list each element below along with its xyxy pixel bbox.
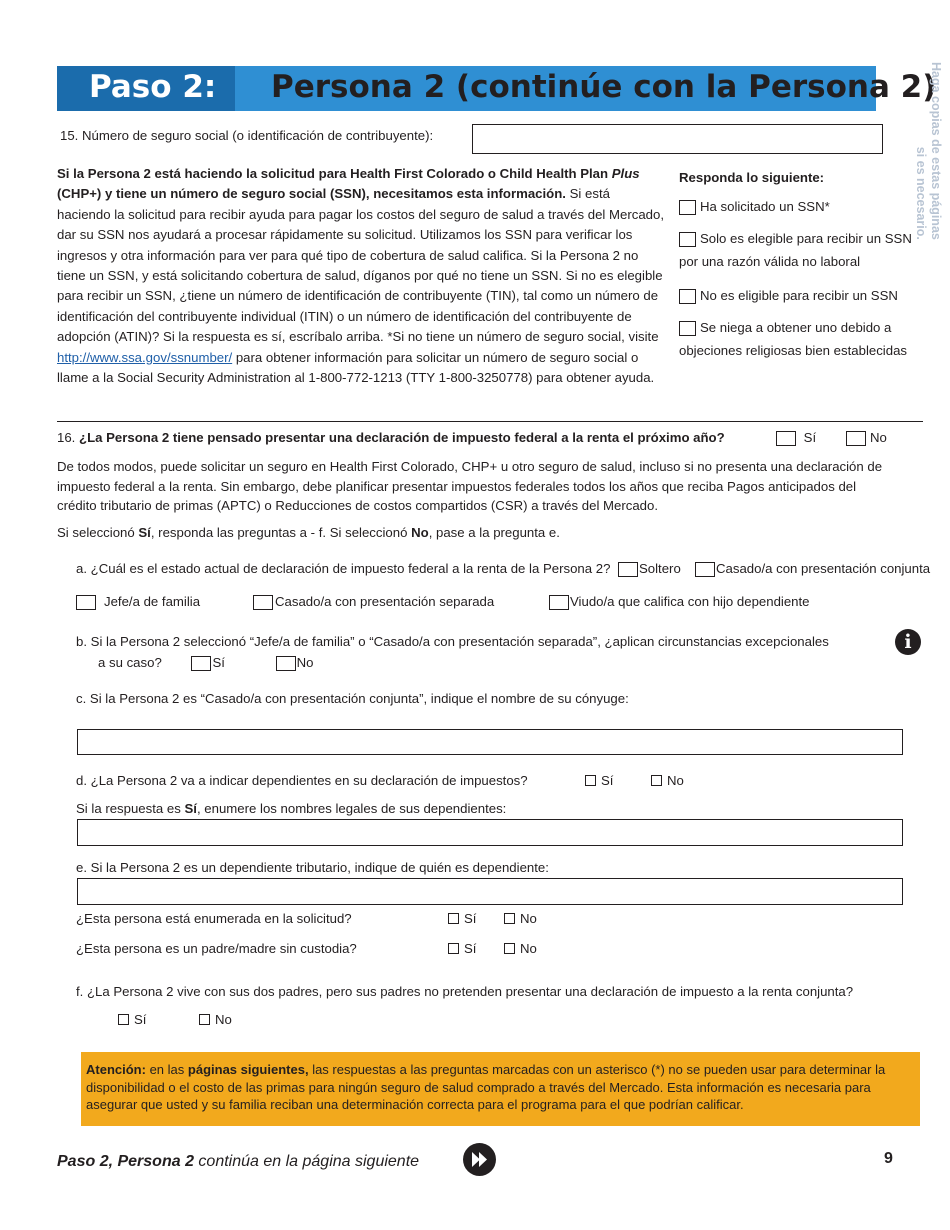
checkbox[interactable] [448,943,459,954]
option-label: Ha solicitado un SSN* [700,199,830,214]
page-title: Persona 2 (continúe con la Persona 2) [271,69,937,105]
q16f-question: f. ¿La Persona 2 vive con sus dos padres, pero sus padres no pretenden presentar una declaración de impuesto a la renta conjunta? [76,984,854,999]
checkbox[interactable] [695,562,715,577]
fast-forward-icon [463,1143,496,1176]
checkbox[interactable] [549,595,569,610]
yes-label: Sí [464,941,477,956]
q16-no[interactable] [846,430,887,446]
q16-question [57,430,725,445]
instr-text: , pase a la pregunta e. [428,525,560,540]
q16d-list-label [76,801,506,816]
page-number: 9 [884,1150,893,1167]
step-label: Paso 2: [89,69,217,105]
option-not-eligible[interactable] [679,284,929,307]
q16d-yes[interactable] [585,773,613,788]
q16f-yes[interactable] [118,1012,146,1027]
ssn-input[interactable] [472,124,883,154]
footer-continue [57,1153,419,1171]
list-si: Sí [184,801,197,816]
q16d-question: d. ¿La Persona 2 va a indicar dependientes en su declaración de impuestos? [76,773,528,788]
spouse-name-input[interactable] [77,729,903,755]
checkbox[interactable] [504,913,515,924]
ssa-link[interactable]: http://www.ssa.gov/ssnumber/ [57,349,233,365]
option-applied-ssn[interactable] [679,195,929,218]
checkbox[interactable] [679,289,696,304]
q16b-yes[interactable] [191,655,224,670]
q16d-no[interactable] [651,773,684,788]
filing-joint[interactable] [695,561,930,577]
filing-separate[interactable] [253,594,494,610]
q15-number: 15. [60,128,79,143]
option-non-work-reason[interactable] [679,227,929,273]
q16-question-text: ¿La Persona 2 tiene pensado presentar una declaración de impuesto federal a la renta el próximo año? [79,430,725,445]
custody-yes[interactable] [448,941,476,956]
q16-number: 16. [57,430,76,445]
q16e-question: e. Si la Persona 2 es un dependiente tributario, indique de quién es dependiente: [76,860,549,875]
q15-paragraph [57,164,667,388]
q15-label-text: Número de seguro social (o identificación de contribuyente): [82,128,434,143]
checkbox[interactable] [846,431,866,446]
filing-head-of-household[interactable] [76,594,200,610]
q16b-no[interactable] [276,655,314,670]
yes-label: Sí [803,430,817,445]
checkbox[interactable] [191,656,211,671]
footer-bold: Paso 2, Persona 2 [57,1153,194,1170]
q15-label [60,128,433,143]
checkbox[interactable] [504,943,515,954]
q15-para-text-2: para obtener información para solicitar un número de seguro social o llame a la Social Security Administration al 1-800-772-1213 (TTY 1-800-3250778) para obtener ayuda. [57,349,655,386]
q16e-listed-question: ¿Esta persona está enumerada en la solicitud? [76,911,352,926]
side-note-line-1: Haga copias de estas páginas [929,62,943,240]
q16c-question: c. Si la Persona 2 es “Casado/a con presentación conjunta”, indique el nombre de su cónyuge: [76,691,629,706]
attention-bold: páginas siguientes, [187,1062,309,1077]
checkbox[interactable] [448,913,459,924]
no-label: No [215,1012,232,1027]
side-note-line-2: si es necesario. [914,146,928,240]
yes-label: Sí [601,773,614,788]
q16e-custody-question: ¿Esta persona es un padre/madre sin custodia? [76,941,357,956]
option-label: Se niega a obtener uno debido a objeciones religiosas bien establecidas [679,320,907,358]
instr-text: , responda las preguntas a - f. Si seleccionó [150,525,408,540]
option-label: No es eligible para recibir un SSN [700,288,898,303]
footer-text: continúa en la página siguiente [198,1153,420,1170]
info-icon[interactable]: i [895,629,921,655]
q15-options-title: Responda lo siguiente: [679,170,825,185]
q15-options [679,166,929,362]
checkbox[interactable] [679,321,696,336]
yes-label: Sí [134,1012,147,1027]
instr-no: No [411,525,429,540]
option-label: Viudo/a que califica con hijo dependiente [570,594,810,609]
dependent-of-input[interactable] [77,878,903,905]
checkbox[interactable] [776,431,796,446]
divider [57,421,923,422]
checkbox[interactable] [585,775,596,786]
instr-si: Sí [138,525,151,540]
q16f-no[interactable] [199,1012,232,1027]
option-label: Jefe/a de familia [104,594,201,609]
q16b-line-2 [76,652,896,673]
option-label: Casado/a con presentación conjunta [716,561,931,576]
instr-text: Si seleccionó [57,525,135,540]
q16b-line-1: b. Si la Persona 2 seleccionó “Jefe/a de familia” o “Casado/a con presentación separada”, ¿aplican circunstancias excepcionales [76,634,829,649]
checkbox[interactable] [199,1014,210,1025]
checkbox[interactable] [618,562,638,577]
q16-yes[interactable] [776,430,816,446]
listed-no[interactable] [504,911,537,926]
attention-text: en las [149,1062,185,1077]
option-religious[interactable] [679,316,929,362]
dependents-input[interactable] [77,819,903,846]
no-label: No [520,911,537,926]
no-label: No [520,941,537,956]
filing-widow[interactable] [549,594,810,610]
checkbox[interactable] [679,200,696,215]
listed-yes[interactable] [448,911,476,926]
option-label: Solo es elegible para recibir un SSN por una razón válida no laboral [679,231,912,269]
q15-para-bold: Si la Persona 2 está haciendo la solicitud para Health First Colorado o Child Health Plan [57,166,609,181]
option-label: Casado/a con presentación separada [275,594,495,609]
attention-label: Atención: [86,1062,146,1077]
option-label: Soltero [639,561,681,576]
checkbox[interactable] [118,1014,129,1025]
q15-para-text-1: Si está haciendo la solicitud para recibir ayuda para pagar los costos del seguro de salud a través del Mercado, dar su SSN nos ayudará a procesar rápidamente su solicitud. Utilizamos los SSN para verificar los ingresos y otra información para ver para qué tipo de cobertura de salud califica. Si la Persona 2 no tiene un SSN, y está solicitando cobertura de salud, díganos por qué no tiene un SSN. Si no es elegible para recibir un SSN, ¿tiene un número de identificación de contribuyente (TIN), tal como un número de identificación del contribuyente individual (ITIN) o un número de identificación del contribuyente de adopción (ATIN)? Si la respuesta es sí, escríbalo arriba. *Si no tiene un número de seguro social, visite [57,186,664,345]
custody-no[interactable] [504,941,537,956]
yes-label: Sí [212,655,225,670]
yes-label: Sí [464,911,477,926]
q16-instructions [57,525,560,540]
checkbox[interactable] [253,595,273,610]
q15-para-plus: Plus [611,166,640,181]
q16b-text: a su caso? [98,655,162,670]
q16a-question: a. ¿Cuál es el estado actual de declaración de impuesto federal a la renta de la Persona 2? [76,561,611,576]
no-label: No [870,430,887,445]
checkbox[interactable] [276,656,296,671]
list-text: , enumere los nombres legales de sus dependientes: [196,801,507,816]
checkbox[interactable] [651,775,662,786]
q16-note: De todos modos, puede solicitar un seguro en Health First Colorado, CHP+ u otro seguro de salud, incluso si no presenta una declaración de impuesto federal a la renta. Sin embargo, debe planificar presentar impuestos federales todos los años que reciba Pagos anticipados del crédito tributario de primas (APTC) o Reducciones de costos compartidos (CSR) a través del Mercado. [57,459,883,513]
attention-box [81,1052,920,1126]
q16b-question [76,631,896,673]
q15-para-bold-2: (CHP+) y tiene un número de seguro social (SSN), necesitamos esta información. [57,186,566,202]
no-label: No [667,773,684,788]
checkbox[interactable] [679,232,696,247]
no-label: No [296,655,314,670]
list-text: Si la respuesta es [76,801,181,816]
header-banner [57,66,937,111]
checkbox[interactable] [76,595,96,610]
filing-soltero[interactable] [618,561,681,577]
fast-forward-glyph [463,1143,496,1176]
attention-text: las respuestas a las preguntas marcadas con un asterisco (*) no se pueden usar para determinar la disponibilidad o el costo de las primas para ningún seguro de salud comprado a través del Mercado. Esta información es necesaria para asegurar que usted y su familia reciban una determinación correcta para el programa para el que podrían calificar. [86,1062,886,1112]
